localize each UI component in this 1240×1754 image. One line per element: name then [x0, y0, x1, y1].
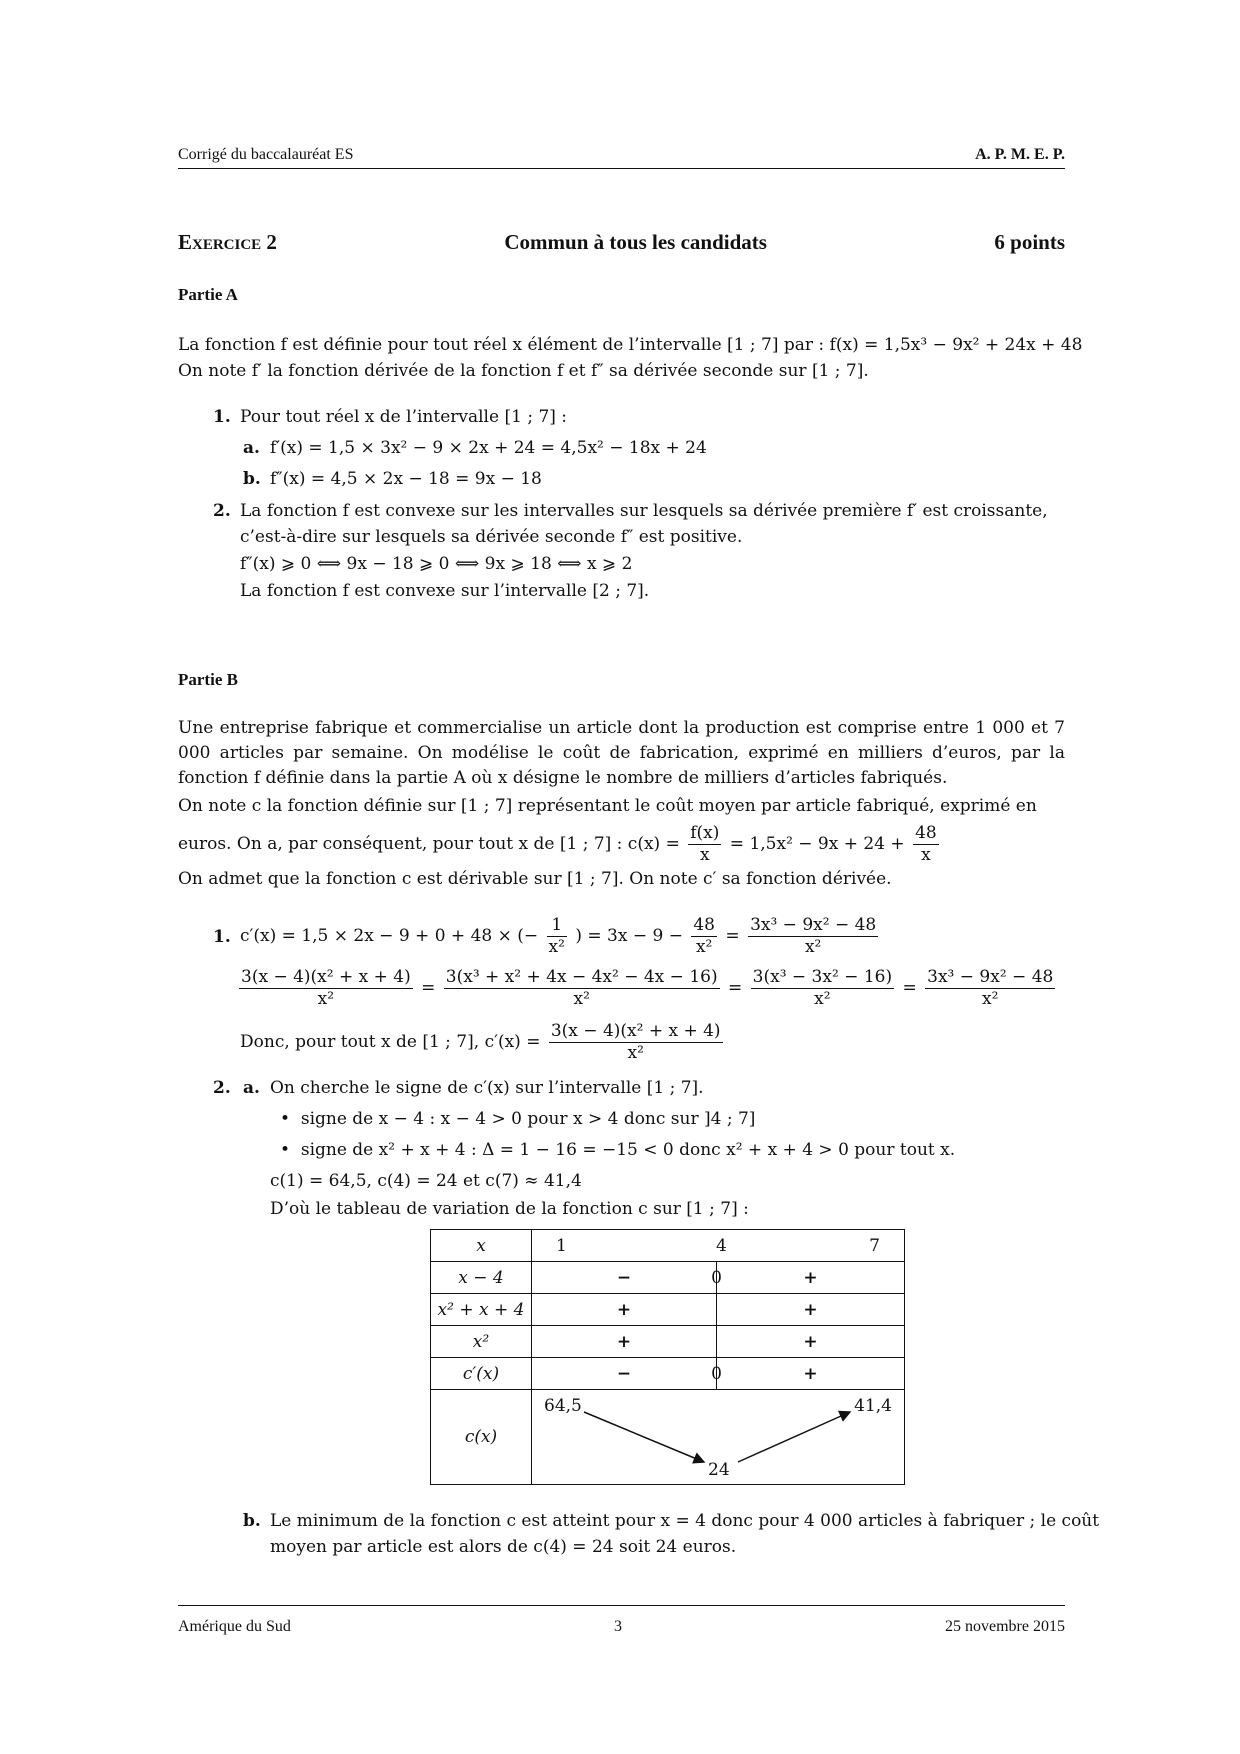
fraction-result — [748, 915, 878, 958]
derivative-middle: ) = 3x − 9 − — [575, 926, 683, 946]
table-cell-right: + — [717, 1326, 905, 1358]
equals-sign: = — [421, 978, 436, 998]
table-cell-left — [532, 1262, 722, 1294]
x-value-7: 7 — [869, 1236, 880, 1256]
fraction-denominator: x² — [548, 937, 565, 957]
fraction-final — [925, 967, 1055, 1010]
part-b-cost-formula — [178, 816, 942, 872]
exercise-points: 6 points — [994, 230, 1065, 254]
fraction-factored — [239, 967, 413, 1010]
part-b-q1-line-2 — [236, 962, 1058, 1014]
fraction-numerator: 48 — [915, 823, 937, 843]
table-cell-left — [532, 1358, 722, 1390]
fraction-48-over-x2 — [691, 915, 717, 958]
fraction-numerator: 3(x − 4)(x² + x + 4) — [241, 967, 411, 987]
fraction-denominator: x² — [982, 989, 999, 1009]
variation-start: 64,5 — [544, 1396, 582, 1416]
equals-sign: = — [725, 926, 740, 946]
table-row-variation — [431, 1390, 905, 1485]
bullet-icon: • — [280, 1109, 291, 1129]
fraction-numerator: 48 — [693, 915, 715, 935]
variation-end: 41,4 — [854, 1396, 892, 1416]
x-value-4: 4 — [716, 1236, 727, 1256]
sign-minus: − — [616, 1363, 632, 1384]
zero-mark: 0 — [711, 1364, 722, 1384]
part-a-q1a-text: f′(x) = 1,5 × 3x² − 9 × 2x + 24 = 4,5x² − 18x + 24 — [270, 438, 707, 458]
page-header — [178, 146, 1065, 169]
part-b-paragraph-4: On admet que la fonction c est dérivable sur [1 ; 7]. On note c′ sa fonction dérivée. — [178, 869, 892, 889]
increasing-arrow — [738, 1412, 850, 1462]
part-b-table-intro: D’où le tableau de variation de la fonction c sur [1 ; 7] : — [270, 1199, 749, 1219]
bullet-2-text: signe de x² + x + 4 : Δ = 1 − 16 = −15 < 0 donc x² + x + 4 > 0 pour tout x. — [300, 1140, 956, 1160]
part-b-q2a-text: On cherche le signe de c′(x) sur l’intervalle [1 ; 7]. — [270, 1078, 704, 1098]
part-a-intro-1: La fonction f est définie pour tout réel x élément de l’intervalle [1 ; 7] par : f(x) = 1,5x³ − 9x² + 24x + 48 — [178, 335, 1083, 355]
table-row-x — [431, 1230, 905, 1262]
exercise-title — [178, 230, 1065, 255]
fraction-conclusion — [549, 1021, 723, 1064]
table-cell-left: + — [532, 1326, 717, 1358]
table-label-x: x — [431, 1230, 532, 1262]
part-a-q2-line-2: c’est-à-dire sur lesquels sa dérivée seconde f″ est positive. — [240, 527, 743, 547]
fraction-one-over-x2 — [547, 915, 567, 958]
sign-minus: − — [616, 1267, 632, 1288]
fraction-numerator: 3(x³ + x² + 4x − 4x² − 4x − 16) — [445, 967, 718, 987]
fraction-denominator: x² — [814, 989, 831, 1009]
fraction-numerator: 3(x − 4)(x² + x + 4) — [550, 1021, 721, 1041]
part-b-q2b-line-2: moyen par article est alors de c(4) = 24 soit 24 euros. — [270, 1537, 737, 1557]
variation-cell — [532, 1390, 905, 1485]
fraction-denominator: x — [921, 845, 931, 865]
part-b-paragraph-2: On note c la fonction définie sur [1 ; 7] représentant le coût moyen par article fabriqué, exprimé en — [178, 796, 1037, 816]
part-a-q2-line-1: La fonction f est convexe sur les intervalles sur lesquels sa dérivée première f′ est croissante, — [240, 501, 1048, 521]
bullet-1 — [280, 1108, 755, 1130]
fraction-denominator: x² — [804, 937, 822, 957]
equals-sign: = — [728, 978, 743, 998]
part-a-title: Partie A — [178, 285, 238, 304]
table-label: x² + x + 4 — [431, 1294, 532, 1326]
exercise-audience: Commun à tous les candidats — [504, 230, 767, 254]
part-b-q1-line-1 — [240, 910, 881, 962]
table-label: x − 4 — [431, 1262, 532, 1294]
bullet-1-text: signe de x − 4 : x − 4 > 0 pour x > 4 donc sur ]4 ; 7] — [300, 1109, 756, 1129]
derivative-start: c′(x) = 1,5 × 2x − 9 + 0 + 48 × (− — [240, 926, 539, 946]
decreasing-arrow — [584, 1412, 704, 1462]
table-x-values — [532, 1230, 905, 1262]
table-label: x² — [431, 1326, 532, 1358]
cost-formula-fraction-2 — [913, 823, 939, 866]
fraction-denominator: x² — [695, 937, 713, 957]
table-cell-right: + — [717, 1294, 905, 1326]
header-left: Corrigé du baccalauréat ES — [178, 146, 354, 163]
part-b-paragraph-1: Une entreprise fabrique et commercialise un article dont la production est comprise entre 1 000 et 7 000 articles par semaine. On modélise le coût de fabrication, exprimé en milliers d’euros, par la fonction f définie dans la partie A où x désigne le nombre de milliers d’articles fabriqués. — [178, 718, 1065, 788]
variation-table — [430, 1229, 905, 1485]
table-row — [431, 1358, 905, 1390]
part-a-q1a-label: a. — [243, 438, 260, 458]
equals-sign: = — [902, 978, 917, 998]
part-a-q1b-text: f″(x) = 4,5 × 2x − 18 = 9x − 18 — [270, 469, 542, 489]
part-b-values: c(1) = 64,5, c(4) = 24 et c(7) ≈ 41,4 — [270, 1171, 582, 1191]
part-a-q2-number: 2. — [213, 501, 231, 521]
fraction-denominator: x — [700, 845, 710, 865]
part-b-q2b-label: b. — [243, 1511, 261, 1531]
table-row — [431, 1294, 905, 1326]
table-label: c′(x) — [431, 1358, 532, 1390]
cost-formula-before: euros. On a, par conséquent, pour tout x de [1 ; 7] : c(x) = — [178, 834, 680, 854]
part-a-q2-line-3: f″(x) ⩾ 0 ⟺ 9x − 18 ⩾ 0 ⟺ 9x ⩾ 18 ⟺ x ⩾ 2 — [240, 554, 633, 574]
bullet-icon: • — [280, 1140, 291, 1160]
fraction-denominator: x² — [627, 1043, 644, 1063]
part-b-title: Partie B — [178, 670, 238, 689]
fraction-numerator: 3(x³ − 3x² − 16) — [752, 967, 893, 987]
part-a-q2-line-4: La fonction f est convexe sur l’intervalle [2 ; 7]. — [240, 581, 650, 601]
fraction-denominator: x² — [573, 989, 590, 1009]
conclusion-text: Donc, pour tout x de [1 ; 7], c′(x) = — [240, 1032, 541, 1052]
part-a-q1-text: Pour tout réel x de l’intervalle [1 ; 7] : — [240, 407, 568, 427]
exercise-number: Exercice 2 — [178, 230, 277, 254]
fraction-numerator: f(x) — [690, 823, 720, 843]
part-b-q2b-line-1: Le minimum de la fonction c est atteint pour x = 4 donc pour 4 000 articles à fabriquer ; le coût — [270, 1511, 1100, 1531]
variation-min: 24 — [708, 1460, 730, 1480]
fraction-simplified — [751, 967, 894, 1010]
part-b-q2-number: 2. — [213, 1078, 231, 1098]
part-a-q1-number: 1. — [213, 407, 231, 427]
table-row — [431, 1262, 905, 1294]
footer-right: 25 novembre 2015 — [945, 1618, 1065, 1635]
table-cell-left: + — [532, 1294, 717, 1326]
part-a-intro-2: On note f′ la fonction dérivée de la fonction f et f″ sa dérivée seconde sur [1 ; 7]. — [178, 361, 869, 381]
fraction-numerator: 3x³ − 9x² − 48 — [927, 967, 1054, 987]
page-number: 3 — [613, 1618, 622, 1635]
fraction-expanded — [444, 967, 720, 1010]
table-cell-right: + — [717, 1358, 905, 1390]
table-row — [431, 1326, 905, 1358]
fraction-numerator: 1 — [547, 915, 567, 937]
table-cell-right: + — [717, 1262, 905, 1294]
cost-formula-middle: = 1,5x² − 9x + 24 + — [729, 834, 905, 854]
part-b-q1-line-3 — [240, 1016, 726, 1068]
part-b-q1-number: 1. — [213, 927, 231, 947]
bullet-2 — [280, 1139, 955, 1161]
x-value-1: 1 — [556, 1236, 567, 1256]
variation-arrows — [532, 1390, 904, 1484]
part-b-q2a-label: a. — [243, 1078, 260, 1098]
zero-mark: 0 — [711, 1268, 722, 1288]
page-footer — [178, 1605, 1065, 1636]
fraction-numerator: 3x³ − 9x² − 48 — [750, 915, 877, 935]
fraction-denominator: x² — [317, 989, 335, 1009]
part-a-q1b-label: b. — [243, 469, 261, 489]
table-label: c(x) — [431, 1390, 532, 1485]
header-right: A. P. M. E. P. — [975, 146, 1065, 163]
cost-formula-fraction-1 — [688, 823, 721, 866]
footer-left: Amérique du Sud — [178, 1618, 291, 1635]
